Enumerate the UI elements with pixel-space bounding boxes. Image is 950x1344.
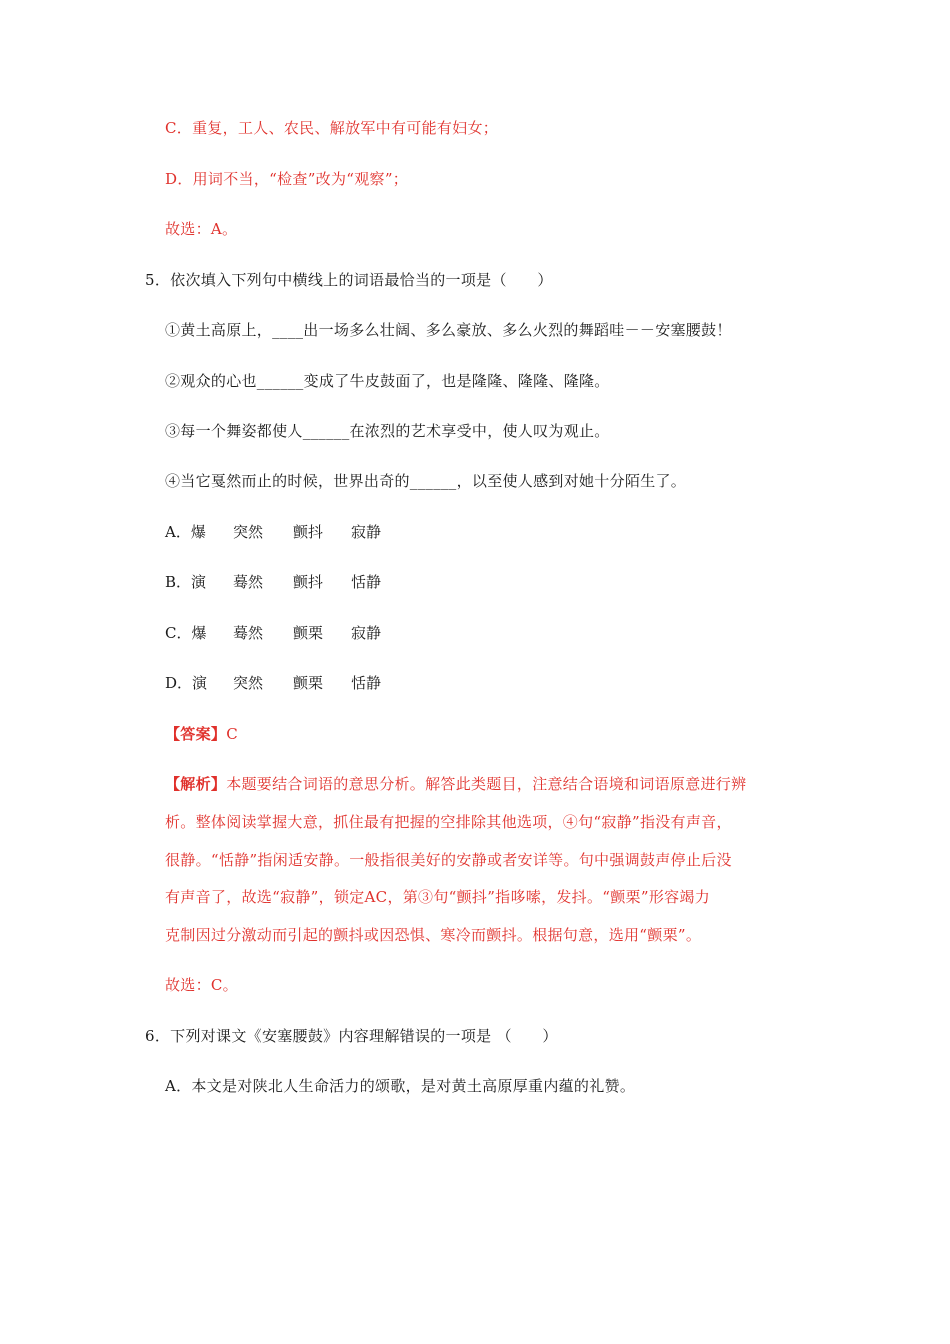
question-5-option-c	[165, 623, 381, 643]
option-word-4: 恬静	[351, 573, 382, 591]
question-6-option-a: A．本文是对陕北人生命活力的颂歌，是对黄土高原厚重内蕴的礼赞。	[165, 1077, 636, 1095]
question-5-analysis-line-4: 有声音了，故选“寂静”，锁定AC，第③句“颤抖”指哆嗦，发抖。“颤栗”形容竭力	[165, 888, 711, 906]
question-5-sentence-2: ②观众的心也______变成了牛皮鼓面了，也是隆隆、隆隆、隆隆。	[165, 372, 610, 390]
option-word-4: 恬静	[351, 674, 382, 692]
question-5-option-b	[165, 572, 381, 592]
question-5-analysis-line-3: 很静。“恬静”指闲适安静。一般指很美好的安静或者安详等。句中强调鼓声停止后没	[165, 851, 732, 869]
option-word-3: 颤栗	[293, 624, 324, 642]
analysis-tag: 【解析】	[165, 775, 227, 793]
question-5-answer	[165, 724, 238, 744]
option-label: C．爆	[165, 624, 207, 642]
answer-value: C	[226, 725, 238, 743]
option-word-2: 蓦然	[233, 573, 264, 591]
option-label: B．演	[165, 573, 207, 591]
answer-tag: 【答案】	[165, 725, 227, 743]
option-label: A．爆	[165, 523, 206, 541]
question-5-stem: 5．依次填入下列句中横线上的词语最恰当的一项是（ ）	[145, 271, 553, 289]
option-word-2: 突然	[233, 674, 264, 692]
option-word-2: 蓦然	[233, 624, 264, 642]
prev-analysis-option-d: D．用词不当，“检查”改为“观察”；	[165, 170, 409, 188]
question-6-stem: 6．下列对课文《安塞腰鼓》内容理解错误的一项是 （ ）	[145, 1027, 558, 1045]
prev-analysis-conclusion: 故选：A。	[165, 220, 238, 238]
option-word-4: 寂静	[351, 523, 382, 541]
option-word-3: 颤抖	[293, 523, 324, 541]
question-5-sentence-1: ①黄土高原上，____出一场多么壮阔、多么豪放、多么火烈的舞蹈哇－－安塞腰鼓！	[165, 321, 732, 339]
question-5-analysis-line-1	[165, 774, 746, 794]
option-label: D．演	[165, 674, 208, 692]
question-5-option-d	[165, 673, 381, 693]
question-5-conclusion: 故选：C。	[165, 976, 238, 994]
option-word-3: 颤栗	[293, 674, 324, 692]
option-word-4: 寂静	[351, 624, 382, 642]
question-5-sentence-4: ④当它戛然而止的时候，世界出奇的______，以至使人感到对她十分陌生了。	[165, 472, 687, 490]
question-5-option-a	[165, 522, 381, 542]
option-word-3: 颤抖	[293, 573, 324, 591]
question-5-analysis-line-5: 克制因过分激动而引起的颤抖或因恐惧、寒冷而颤抖。根据句意，选用“颤栗”。	[165, 926, 702, 944]
question-5-analysis-line-2: 析。整体阅读掌握大意，抓住最有把握的空排除其他选项，④句“寂静”指没有声音，	[165, 813, 732, 831]
option-word-2: 突然	[233, 523, 264, 541]
analysis-text: 本题要结合词语的意思分析。解答此类题目，注意结合语境和词语原意进行辨	[226, 775, 747, 793]
question-5-sentence-3: ③每一个舞姿都使人______在浓烈的艺术享受中，使人叹为观止。	[165, 422, 610, 440]
prev-analysis-option-c: C．重复，工人、农民、解放军中有可能有妇女；	[165, 119, 499, 137]
